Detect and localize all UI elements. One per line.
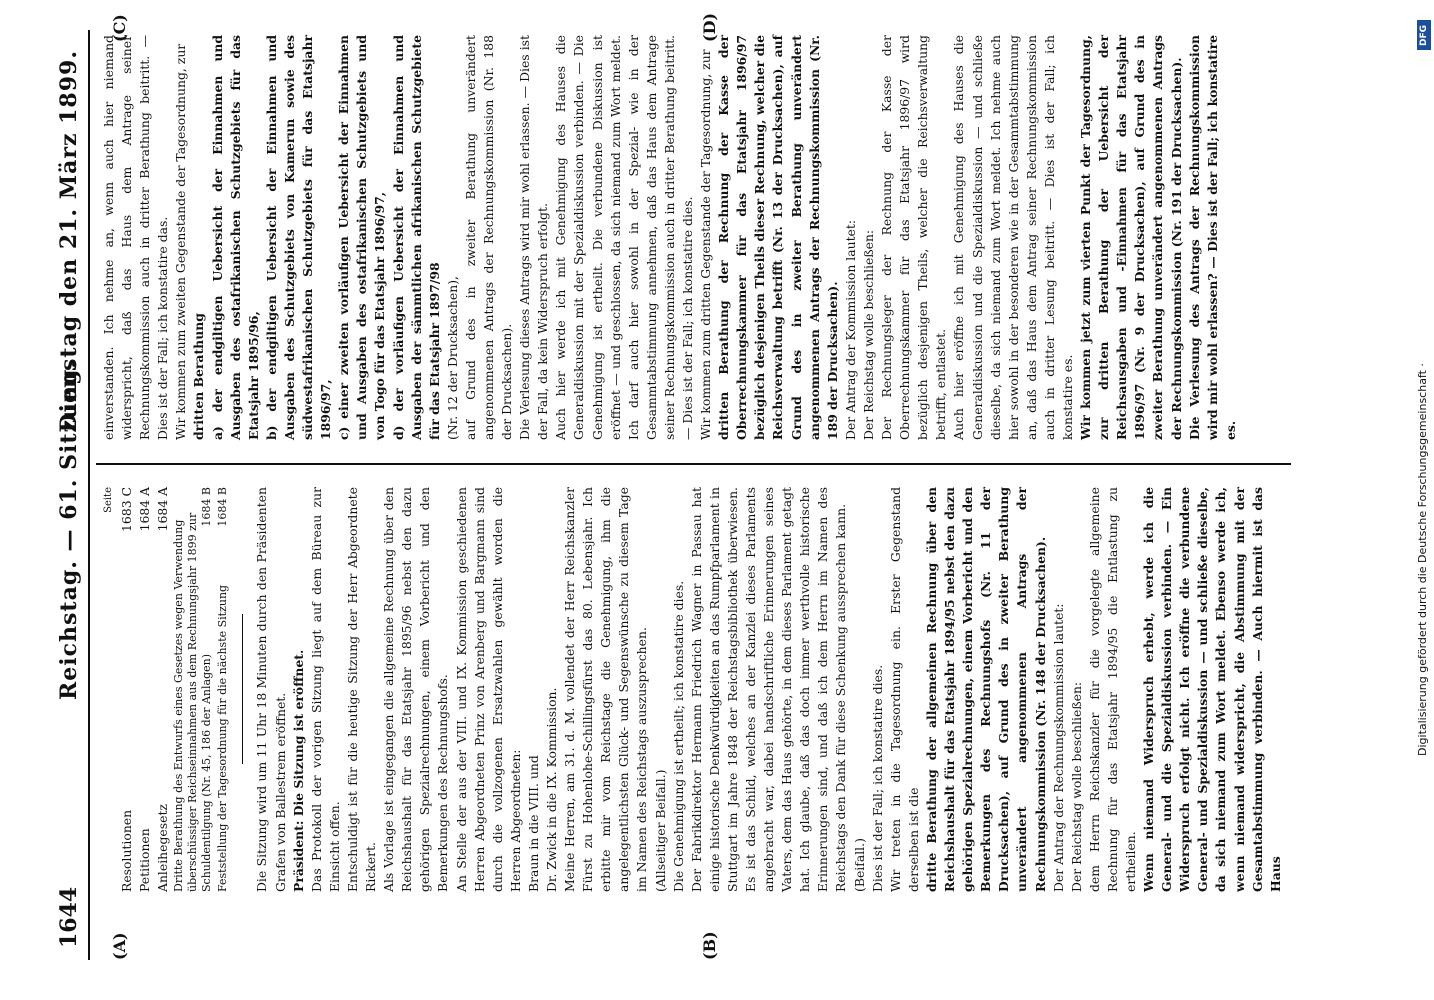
header-date: Dienstag den 21. März 1899. [56,50,82,433]
paragraph: Wir treten in die Tagesordnung ein. Erster Gegenstand derselben ist die [887,487,921,892]
toc-item-text: Petitionen [137,828,153,892]
paragraph: a) der endgiltigen Uebersicht der Einnahmen und Ausgaben des ostafrikanischen Schutzgebiets für das Etatsjahr 1895/96, [209,35,261,440]
margin-letter-c: (C) [110,14,129,42]
toc-item [172,487,214,892]
page-header [40,30,90,960]
header-title: Reichstag. — 61. Sitzung. [56,359,82,700]
dfg-stamp [1416,12,1434,988]
paragraph: b) der endgiltigen Uebersicht der Einnahmen und Ausgaben des Schutzgebiets von Kamerun sowie des südwestafrikanischen Schutzgebiets für das Etatsjahr 1896/97, [263,35,334,440]
paragraph: dritten Berathung der Rechnung der Kasse der Oberrechnungskammer für das Etatsjahr 1896/97 bezüglich desjenigen Theils dieser Rechnung, welcher die Reichsverwaltung betrifft (Nr. 13 der Drucksachen), auf Grund des in zweiter Berathung unverändert angenommenen Antrags der Rechnungskommission (Nr. 189 der Drucksachen). [716,35,840,440]
paragraph: Der Reichstag wolle beschließen: [1068,681,1084,892]
right-column [100,35,1240,440]
paragraph: Wir kommen jetzt zum vierten Punkt der Tagesordnung, zur dritten Berathung der Uebersicht der Reichsausgaben und -Einnahmen für das Etatsjahr 1896/97 (Nr. 9 der Drucksachen), auf Grund des in zweiter Berathung unverändert angenommenen Antrags der Rechnungskommission (Nr. 191 der Drucksachen). [1078,35,1184,440]
paragraph: Als Vorlage ist eingegangen die allgemeine Rechnung über den Reichshaushalt für das Etatsjahr 1895/96 nebst den dazu gehörigen Spezialrechnungen, einem Vorbericht und den Bemerkungen des Rechnungshofs. [381,487,451,892]
paragraph: Auch hier eröffne ich mit Genehmigung des Hauses die Generaldiskussion und die Spezialdiskussion — und schließe dieselbe, da sich niemand zum Wort meldet. Ich nehme auch hier sowohl in der besonderen wie in der Gesammtabstimmung an, daß das Haus dem Antrag seiner Rechnungskommission auch in dritter Lesung beitritt. — Dies ist der Fall; ich konstatire es. [951,35,1075,440]
toc-item [118,487,136,892]
paragraph: An Stelle der aus der VIII. und IX. Kommission geschiedenen Herren Abgeordneten Prinz von Arenberg und Bargmann sind durch die vollzogenen Ersatzwahlen gewählt worden die Herren Abgeordneten: [453,487,523,892]
paragraph: (Allseitiger Beifall.) [652,769,668,892]
toc-item-page: 1684 A [155,487,171,532]
paragraph: Der Reichstag wolle beschließen: [860,229,876,440]
toc-item [154,487,172,892]
paragraph: (Beifall.) [851,838,867,892]
paragraph: Auch hier werde ich mit Genehmigung des Hauses die Generaldiskussion mit der Spezialdiskussion verbinden. — Die Genehmigung ist ertheilt. Die verbundene Diskussion ist eröffnet — und geschlossen, da sich niemand zum Wort meldet. Ich darf auch hier sowohl in der Spezial- wie in der Gesammtabstimmung annehmen, daß das Haus dem Antrage seiner Rechnungskommission auch in dritter Berathung beitritt. — Dies ist der Fall; ich konstatire dies. [553,35,695,440]
paragraph: Die Verlesung dieses Antrags wird mir wohl erlassen. — Dies ist der Fall, da kein Widerspruch erfolgt. [517,35,551,440]
column-divider [96,463,1291,465]
paragraph: (Nr. 12 der Drucksachen), [444,276,460,440]
paragraph: Braun in die VIII. und [525,755,541,892]
left-column [100,487,1285,892]
margin-letter-b: (B) [700,931,719,960]
paragraph: Präsident: Die Sitzung ist eröffnet. [290,649,306,892]
toc-item-page: 1684 A [137,487,153,532]
paragraph: dritte Berathung der allgemeinen Rechnung über den Reichshaushalt für das Etatsjahr 1894/95 nebst den dazu gehörigen Spezialrechnungen, einem Vorbericht und den Bemerkungen des Rechnungshofs (Nr. 11 der Drucksachen), auf Grund des in zweiter Berathung unverändert angenommenen Antrags der Rechnungskommission (Nr. 148 der Drucksachen). [923,487,1048,892]
toc-item-page: 1683 C [119,487,135,532]
paragraph: Wenn niemand Widerspruch erhebt, werde ich die General- und die Spezialdiskussion verbinden. — Ein Widerspruch erfolgt nicht. Ich eröffne die verbundene General- und Spezialdiskussion — und schließe dieselbe, da sich niemand zum Wort meldet. Ebenso werde ich, wenn niemand widerspricht, die Abstimmung mit der Gesamtabstimmung verbinden. — Auch hiermit ist das Haus [1141,487,1283,892]
paragraph: einverstanden. Ich nehme an, wenn auch hier niemand widerspricht, daß das Haus dem Antrage seiner Rechnungskommission auch in dritter Berathung beitritt. — Dies ist der Fall; ich konstatire das. [101,35,171,440]
toc-item-text: Dritte Berathung des Entwurfs eines Gesetzes wegen Verwendung überschüssiger Reichseinnahmen aus dem Rechnungsjahr 1899 zur Schuldentilgung (Nr. 45, 186 der Anlagen) [172,512,214,892]
paragraph: Der Antrag der Kommission lautet: [842,219,858,440]
paragraph: Der Fabrikdirektor Hermann Friedrich Wagner in Passau hat einige historische Denkwürdigkeiten an das Rumpfparlament in Stuttgart im Jahre 1848 der Reichstagsbibliothek überwiesen. Es ist das Schild, welches an der Kanzlei dieses Parlaments angebracht war, dabei handschriftliche Erinnerungen seines Vaters, dem das Haus gehörte, in dem dieses Parlament getagt hat. Ich glaube, daß das doch immer werthvolle historische Erinnerungen sind, und daß ich dem Herrn im Namen des Reichstags den Dank für diese Schenkung aussprechen kann. [688,487,849,892]
paragraph: auf Grund des in zweiter Berathung unverändert angenommenen Antrags der Rechnungskommission (Nr. 188 der Drucksachen). [462,35,515,440]
paragraph: Dr. Zwick in die IX. Kommission. [543,687,559,892]
paragraph: Dies ist der Fall; ich konstatire dies. [869,664,885,892]
toc-item [214,487,232,892]
paragraph: Die Verlesung des Antrags der Rechnungskommission wird mir wohl erlassen? — Dies ist der Fall; ich konstatire es. [1186,35,1238,440]
paragraph: Die Genehmigung ist ertheilt; ich konstatire dies. [670,580,686,892]
toc-item-text: Anleihegesetz [155,804,171,892]
paragraph: Der Antrag der Rechnungskommission lautet: [1050,603,1066,892]
paragraph: Das Protokoll der vorigen Sitzung liegt auf dem Büreau zur Einsicht offen. [308,487,342,892]
toc-rule [242,615,243,765]
toc-item-page: 1684 B [216,487,230,527]
paragraph: Entschuldigt ist für die heutige Sitzung der Herr Abgeordnete Rickert. [344,487,379,892]
paragraph: dritten Berathung [191,313,207,440]
toc-item-page: 1684 B [200,487,214,527]
toc-list [118,487,232,892]
paragraph: c) einer zweiten vorläufigen Uebersicht der Einnahmen und Ausgaben des ostafrikanischen Schutzgebiets und von Togo für das Etatsjahr 1896/97, [336,35,388,440]
paragraph: Wir kommen zum dritten Gegenstande der Tagesordnung, zur [698,49,714,440]
toc-item-text: Feststellung der Tagesordnung für die nächste Sitzung [216,584,230,892]
paragraph: Die Sitzung wird um 11 Uhr 18 Minuten durch den Präsidenten Grafen von Ballestrem eröffnet. [254,487,288,892]
toc-item-text: Resolutionen [119,809,135,892]
margin-letter-d: (D) [700,12,719,42]
dfg-logo: DFG [1417,20,1431,50]
dfg-stamp-text: Digitalisierung gefördert durch die Deutsche Forschungsgemeinschaft · [1416,363,1429,756]
page-number: 1644 [56,886,82,948]
margin-letter-a: (A) [110,932,129,960]
paragraph: Wir kommen zum zweiten Gegenstande der Tagesordnung, zur [173,43,189,440]
paragraph: Der Rechnungsleger der Rechnung der Kasse der Oberrechnungskammer für das Etatsjahr 1896/97 wird bezüglich desjenigen Theils, welcher die Reichsverwaltung betrifft, entlastet. [879,35,949,440]
toc-item [136,487,154,892]
paragraph: Meine Herren, am 31. d. M. vollendet der Herr Reichskanzler Fürst zu Hohenlohe-Schillingsfürst das 80. Lebensjahr. Ich erbitte mir vom Reichstage die Genehmigung, ihm die angelegentlichsten Glück- und Segenswünsche zu diesem Tage im Namen des Reichstags auszusprechen. [562,487,650,892]
paragraph: dem Herrn Reichskanzler für die vorgelegte allgemeine Rechnung für das Etatsjahr 1894/95 die Entlastung zu ertheilen. [1086,487,1138,892]
paragraph: d) der vorläufigen Uebersicht der Einnahmen und Ausgaben der sämmtlichen afrikanischen Schutzgebiete für das Etatsjahr 1897/98 [390,35,442,440]
toc-seite-label: Seite [103,487,114,513]
